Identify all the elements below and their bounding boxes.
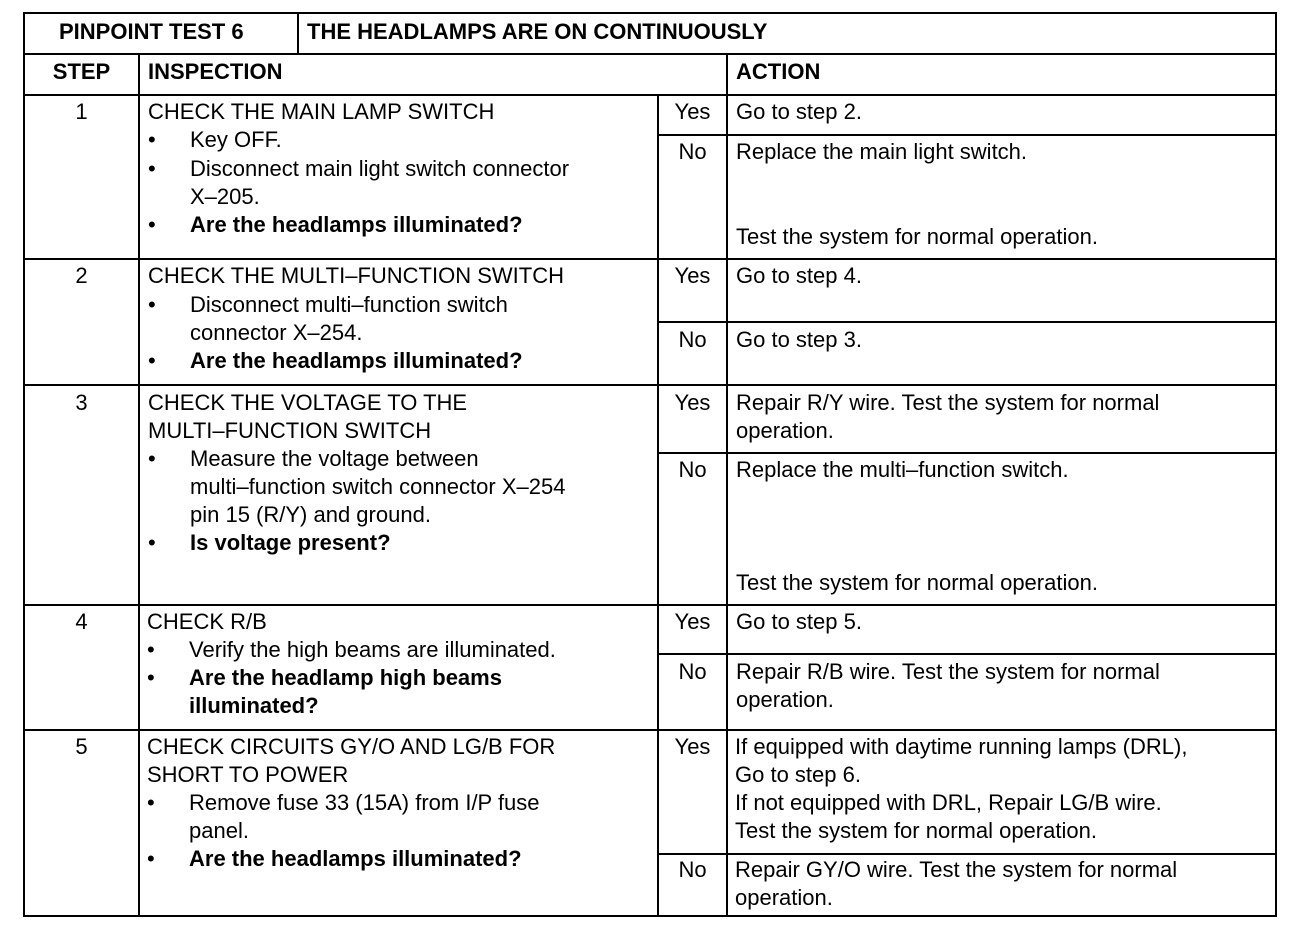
- no-label: No: [678, 857, 707, 882]
- step-check-cont: MULTI–FUNCTION SWITCH: [148, 418, 432, 443]
- no-action: Replace the main light switch.: [736, 139, 1028, 164]
- no-label: No: [678, 659, 707, 684]
- bullet-icon: •: [147, 665, 155, 690]
- step-check-cont: SHORT TO POWER: [147, 762, 349, 787]
- pinpoint-test-table: [23, 12, 1277, 917]
- step-item-cont: multi–function switch connector X–254: [190, 474, 566, 499]
- yes-action-cont: Go to step 6.: [735, 762, 861, 787]
- header-inspection: INSPECTION: [148, 59, 283, 84]
- bullet-icon: •: [148, 156, 156, 181]
- step-item: Measure the voltage between: [190, 446, 479, 471]
- no-action: Repair GY/O wire. Test the system for normal: [735, 857, 1178, 882]
- step-item: Disconnect multi–function switch: [190, 292, 508, 317]
- step-question: Are the headlamps illuminated?: [190, 348, 523, 373]
- step-item: Verify the high beams are illuminated.: [189, 637, 556, 662]
- step-check: CHECK CIRCUITS GY/O AND LG/B FOR: [147, 734, 556, 759]
- step-number: 4: [75, 609, 88, 634]
- bullet-icon: •: [148, 292, 156, 317]
- step-item-cont: pin 15 (R/Y) and ground.: [190, 502, 431, 527]
- yes-label: Yes: [674, 609, 711, 634]
- no-label: No: [678, 327, 707, 352]
- yes-label: Yes: [674, 390, 711, 415]
- yes-action: Repair R/Y wire. Test the system for normal: [736, 390, 1160, 415]
- step-item-cont: X–205.: [190, 184, 260, 209]
- rule-yesno-col: [657, 94, 659, 915]
- step-question: Are the headlamp high beams: [189, 665, 502, 690]
- rule-step5-yesno: [659, 853, 1275, 855]
- yes-label: Yes: [674, 263, 711, 288]
- yes-action: If equipped with daytime running lamps (DRL),: [735, 734, 1188, 759]
- step-question: Are the headlamps illuminated?: [189, 846, 522, 871]
- yes-action-cont: Test the system for normal operation.: [735, 818, 1097, 843]
- rule-step4-bottom: [25, 729, 1275, 731]
- bullet-icon: •: [148, 530, 156, 555]
- bullet-icon: •: [147, 846, 155, 871]
- bullet-icon: •: [147, 637, 155, 662]
- rule-step1-yesno: [659, 134, 1275, 136]
- no-action: Go to step 3.: [736, 327, 862, 352]
- bullet-icon: •: [148, 127, 156, 152]
- yes-action: Go to step 2.: [736, 99, 862, 124]
- step-number: 2: [75, 263, 88, 288]
- header-step: STEP: [52, 59, 111, 84]
- step-item-cont: connector X–254.: [190, 320, 363, 345]
- no-action-cont: operation.: [736, 687, 834, 712]
- rule-action-col: [726, 54, 728, 915]
- yes-label: Yes: [674, 99, 711, 124]
- step-check: CHECK THE VOLTAGE TO THE: [148, 390, 468, 415]
- step-question-cont: illuminated?: [189, 693, 319, 718]
- step-item: Remove fuse 33 (15A) from I/P fuse: [189, 790, 540, 815]
- yes-label: Yes: [674, 734, 711, 759]
- step-item: Disconnect main light switch connector: [190, 156, 570, 181]
- step-check: CHECK THE MULTI–FUNCTION SWITCH: [148, 263, 564, 288]
- rule-step3-bottom: [25, 604, 1275, 606]
- test-description: THE HEADLAMPS ARE ON CONTINUOUSLY: [307, 19, 768, 44]
- test-id: PINPOINT TEST 6: [59, 19, 244, 44]
- yes-action-cont: If not equipped with DRL, Repair LG/B wire.: [735, 790, 1162, 815]
- no-action: Replace the multi–function switch.: [736, 457, 1069, 482]
- yes-action: Go to step 5.: [736, 609, 862, 634]
- step-check: CHECK R/B: [147, 609, 267, 634]
- no-action-followup: Test the system for normal operation.: [736, 224, 1098, 249]
- no-label: No: [678, 139, 707, 164]
- no-action: Repair R/B wire. Test the system for normal: [736, 659, 1160, 684]
- step-check: CHECK THE MAIN LAMP SWITCH: [148, 99, 495, 124]
- rule-step-col: [138, 54, 140, 915]
- step-question: Is voltage present?: [190, 530, 391, 555]
- bullet-icon: •: [147, 790, 155, 815]
- bullet-icon: •: [148, 446, 156, 471]
- step-number: 5: [75, 734, 88, 759]
- no-action-cont: operation.: [735, 885, 833, 910]
- step-number: 3: [75, 390, 88, 415]
- no-label: No: [678, 457, 707, 482]
- bullet-icon: •: [148, 212, 156, 237]
- header-action: ACTION: [736, 59, 821, 84]
- no-action-followup: Test the system for normal operation.: [736, 570, 1098, 595]
- rule-step1-bottom: [25, 258, 1275, 260]
- rule-title-bottom: [25, 53, 1275, 55]
- rule-header-bottom: [25, 94, 1275, 96]
- rule-step3-yesno: [659, 452, 1275, 454]
- yes-action: Go to step 4.: [736, 263, 862, 288]
- yes-action-cont: operation.: [736, 418, 834, 443]
- step-item-cont: panel.: [189, 818, 249, 843]
- step-number: 1: [75, 99, 88, 124]
- rule-step2-yesno: [659, 321, 1275, 323]
- step-question: Are the headlamps illuminated?: [190, 212, 523, 237]
- rule-title-split: [297, 14, 299, 54]
- rule-step4-yesno: [659, 653, 1275, 655]
- step-item: Key OFF.: [190, 127, 282, 152]
- bullet-icon: •: [148, 348, 156, 373]
- rule-step2-bottom: [25, 384, 1275, 386]
